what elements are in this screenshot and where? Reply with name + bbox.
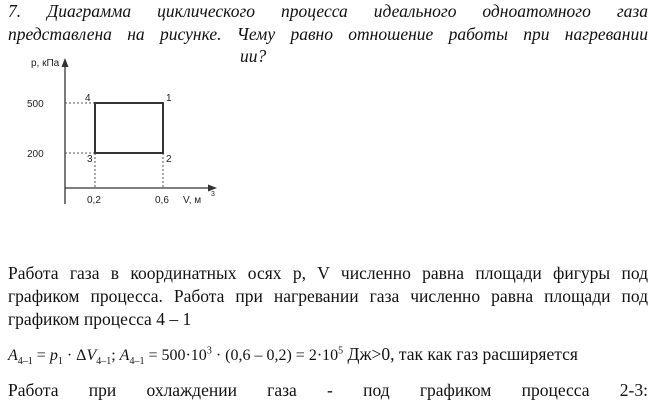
point-label-4: 4 [85,93,91,104]
point-label-1: 1 [166,93,172,104]
cycle-rectangle [95,103,163,153]
x-tick-06: 0,6 [155,195,169,206]
x-axis-unit-exp: 3 [211,191,215,198]
x-axis-label: V, м [183,195,202,206]
solution-paragraph-3: Работа при охлаждении газа - под графиком процесса 2-3: [8,380,648,400]
formula-eq2: = 500·10 [144,347,207,364]
formula-a-sub: 4–1 [17,356,33,368]
formula-a2: A [119,347,130,364]
formula-p: p [49,347,58,364]
work-formula [8,344,648,367]
y-tick-200: 200 [27,149,44,160]
point-label-3: 3 [87,154,93,165]
solution-line-2: графиком процесса. Работа при нагревании газа численно равна площади под [8,286,648,306]
formula-mid: · (0,6 – 0,2) = 2·10 [211,347,339,364]
solution-line-1: Работа газа в координатных осях р, V численно равна площади фигуры под [8,263,648,283]
point-label-2: 2 [166,154,172,165]
y-axis-label: р, кПа [31,58,60,69]
solution-line-3: графиком процесса 4 – 1 [8,309,192,329]
formula-sep: ; [111,347,120,364]
solution-paragraph-1 [8,262,648,331]
problem-line-3-tail: ии? [240,46,267,66]
formula-tail: Дж>0, так как газ расширяется [343,344,578,364]
formula-v-sub: 4–1 [96,356,112,368]
formula-a2-sub: 4–1 [129,356,145,368]
formula-p-sub: 1 [57,356,63,368]
formula-v: V [86,347,97,364]
formula-dot: · Δ [62,347,87,364]
formula-eq1: = [32,347,50,364]
formula-exp2: 5 [338,345,344,357]
pv-diagram [15,52,235,212]
x-tick-02: 0,2 [87,195,101,206]
y-tick-500: 500 [27,99,44,110]
y-axis-arrow [62,58,69,67]
formula-a: A [8,347,18,364]
problem-line-2: представлена на рисунке. Чему равно отношение работы при нагревании [8,24,648,44]
formula-exp1: 3 [206,345,212,357]
problem-line-1: 7. Диаграмма циклического процесса идеального одноатомного газа [8,1,648,21]
problem-statement [8,0,648,46]
